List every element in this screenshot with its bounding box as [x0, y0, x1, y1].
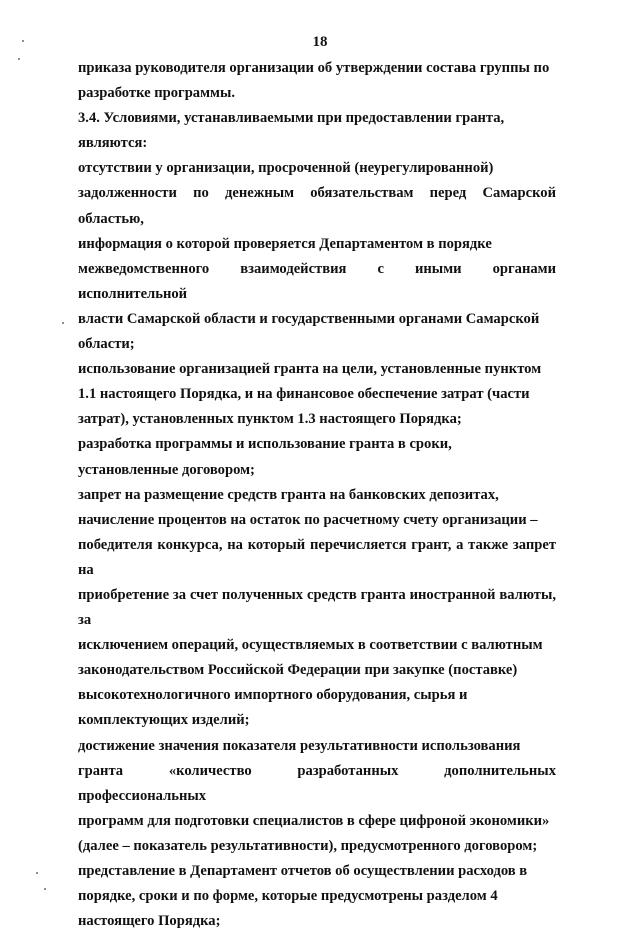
paragraph-reporting-condition: представление в Департамент отчетов об осуществлении расходов в порядке, сроки и по форме, которые предусмотрены разделом 4 настоящего Порядка;	[78, 863, 528, 930]
page-number: 18	[312, 34, 328, 50]
paragraph-deposit-ban-condition: запрет на размещение средств гранта на банковских депозитах, начисление процентов на остаток по расчетному счету организации – победителя конкурса, на который перечисляется грант, а также запрет на приобретение за счет полученных средств гранта иностранной валюты, за исключением операций, осуществляемых в соответствии с валютным законодательством Российской Федерации при закупке (поставке) высокотехнологичного импортного оборудования, сырья и комплектующих изделий;	[78, 486, 556, 729]
document-body	[78, 56, 556, 934]
scan-speck	[62, 322, 64, 324]
paragraph-performance-indicator-condition: достижение значения показателя результативности использования гранта «количество разработанных дополнительных профессиональных программ для подготовки специалистов в сфере цифроной экономики» (далее – показатель результативности), предусмотренного договором;	[78, 737, 556, 854]
scan-speck	[44, 888, 46, 890]
paragraph-section-3-4: 3.4. Условиями, устанавливаемыми при предоставлении гранта, являются:	[78, 110, 505, 152]
paragraph-no-debt-condition: отсутствии у организации, просроченной (неурегулированной) задолженности по денежным обязательствам перед Самарской областью, информация о которой проверяется Департаментом в порядке межведомственного взаимодействия с иными органами исполнительной власти Самарской области и государственными органами Самарской области;	[78, 160, 556, 353]
scan-speck	[22, 40, 24, 42]
scan-speck	[18, 58, 20, 60]
paragraph-grant-usage-condition: использование организацией гранта на цели, установленные пунктом 1.1 настоящего Порядка, и на финансовое обеспечение затрат (части затрат), установленных пунктом 1.3 настоящего Порядка;	[78, 361, 542, 428]
scan-speck	[36, 872, 38, 874]
paragraph-intro-continuation: приказа руководителя организации об утверждении состава группы по разработке программы.	[78, 60, 550, 102]
paragraph-program-development-condition: разработка программы и использование гранта в сроки, установленные договором;	[78, 436, 452, 478]
